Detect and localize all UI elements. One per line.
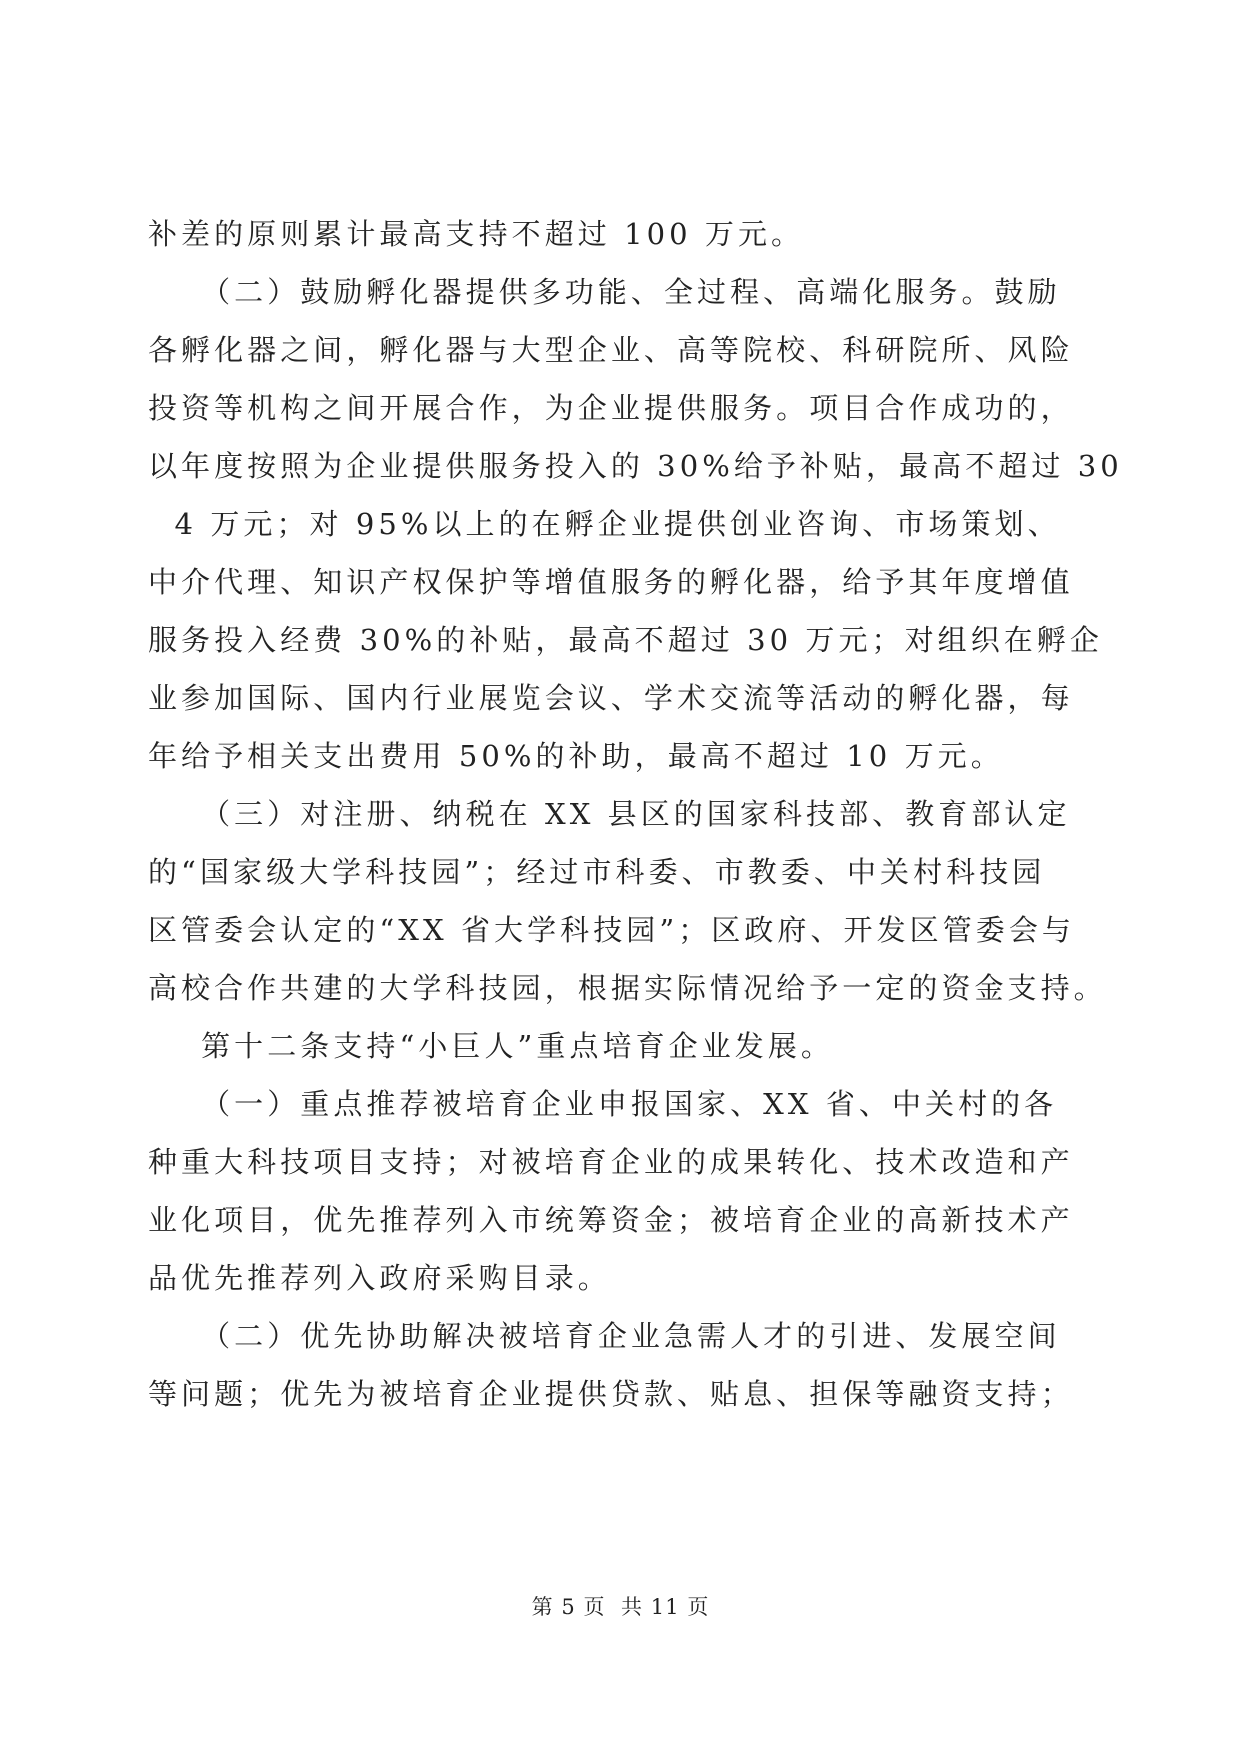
body-text-line: 等问题；优先为被培育企业提供贷款、贴息、担保等融资支持； [148, 1377, 1074, 1411]
body-text-line: 的“国家级大学科技园”；经过市科委、市教委、中关村科技园 [148, 855, 1046, 889]
body-text-line: 各孵化器之间，孵化器与大型企业、高等院校、科研院所、风险 [148, 333, 1074, 367]
body-text-line: 中介代理、知识产权保护等增值服务的孵化器，给予其年度增值 [148, 565, 1074, 599]
body-text-line: 品优先推荐列入政府采购目录。 [148, 1261, 611, 1295]
body-text-line: （三）对注册、纳税在 XX 县区的国家科技部、教育部认定 [148, 797, 1071, 831]
body-text-line: 以年度按照为企业提供服务投入的 30%给予补贴，最高不超过 30 [148, 449, 1123, 483]
body-text-line: （一）重点推荐被培育企业申报国家、XX 省、中关村的各 [148, 1087, 1058, 1121]
body-text-line: 种重大科技项目支持；对被培育企业的成果转化、技术改造和产 [148, 1145, 1074, 1179]
body-text-line: 4 万元；对 95%以上的在孵企业提供创业咨询、市场策划、 [148, 507, 1061, 541]
page-number-footer: 第 5 页 共 11 页 [531, 1595, 710, 1619]
body-text-line: 年给予相关支出费用 50%的补助，最高不超过 10 万元。 [148, 739, 1004, 773]
body-text-line: 服务投入经费 30%的补贴，最高不超过 30 万元；对组织在孵企 [148, 623, 1103, 657]
body-text-line: 业参加国际、国内行业展览会议、学术交流等活动的孵化器，每 [148, 681, 1074, 715]
body-text-line: 业化项目，优先推荐列入市统筹资金；被培育企业的高新技术产 [148, 1203, 1074, 1237]
body-text-line: （二）优先协助解决被培育企业急需人才的引进、发展空间 [148, 1319, 1061, 1353]
body-text-line: 投资等机构之间开展合作，为企业提供服务。项目合作成功的， [148, 391, 1074, 425]
article-heading-line: 第十二条支持“小巨人”重点培育企业发展。 [148, 1029, 834, 1063]
body-text-line: 高校合作共建的大学科技园，根据实际情况给予一定的资金支持。 [148, 971, 1107, 1005]
body-text-line: 补差的原则累计最高支持不超过 100 万元。 [148, 217, 805, 251]
body-text-line: 区管委会认定的“XX 省大学科技园”；区政府、开发区管委会与 [148, 913, 1075, 947]
body-text-line: （二）鼓励孵化器提供多功能、全过程、高端化服务。鼓励 [148, 275, 1061, 309]
